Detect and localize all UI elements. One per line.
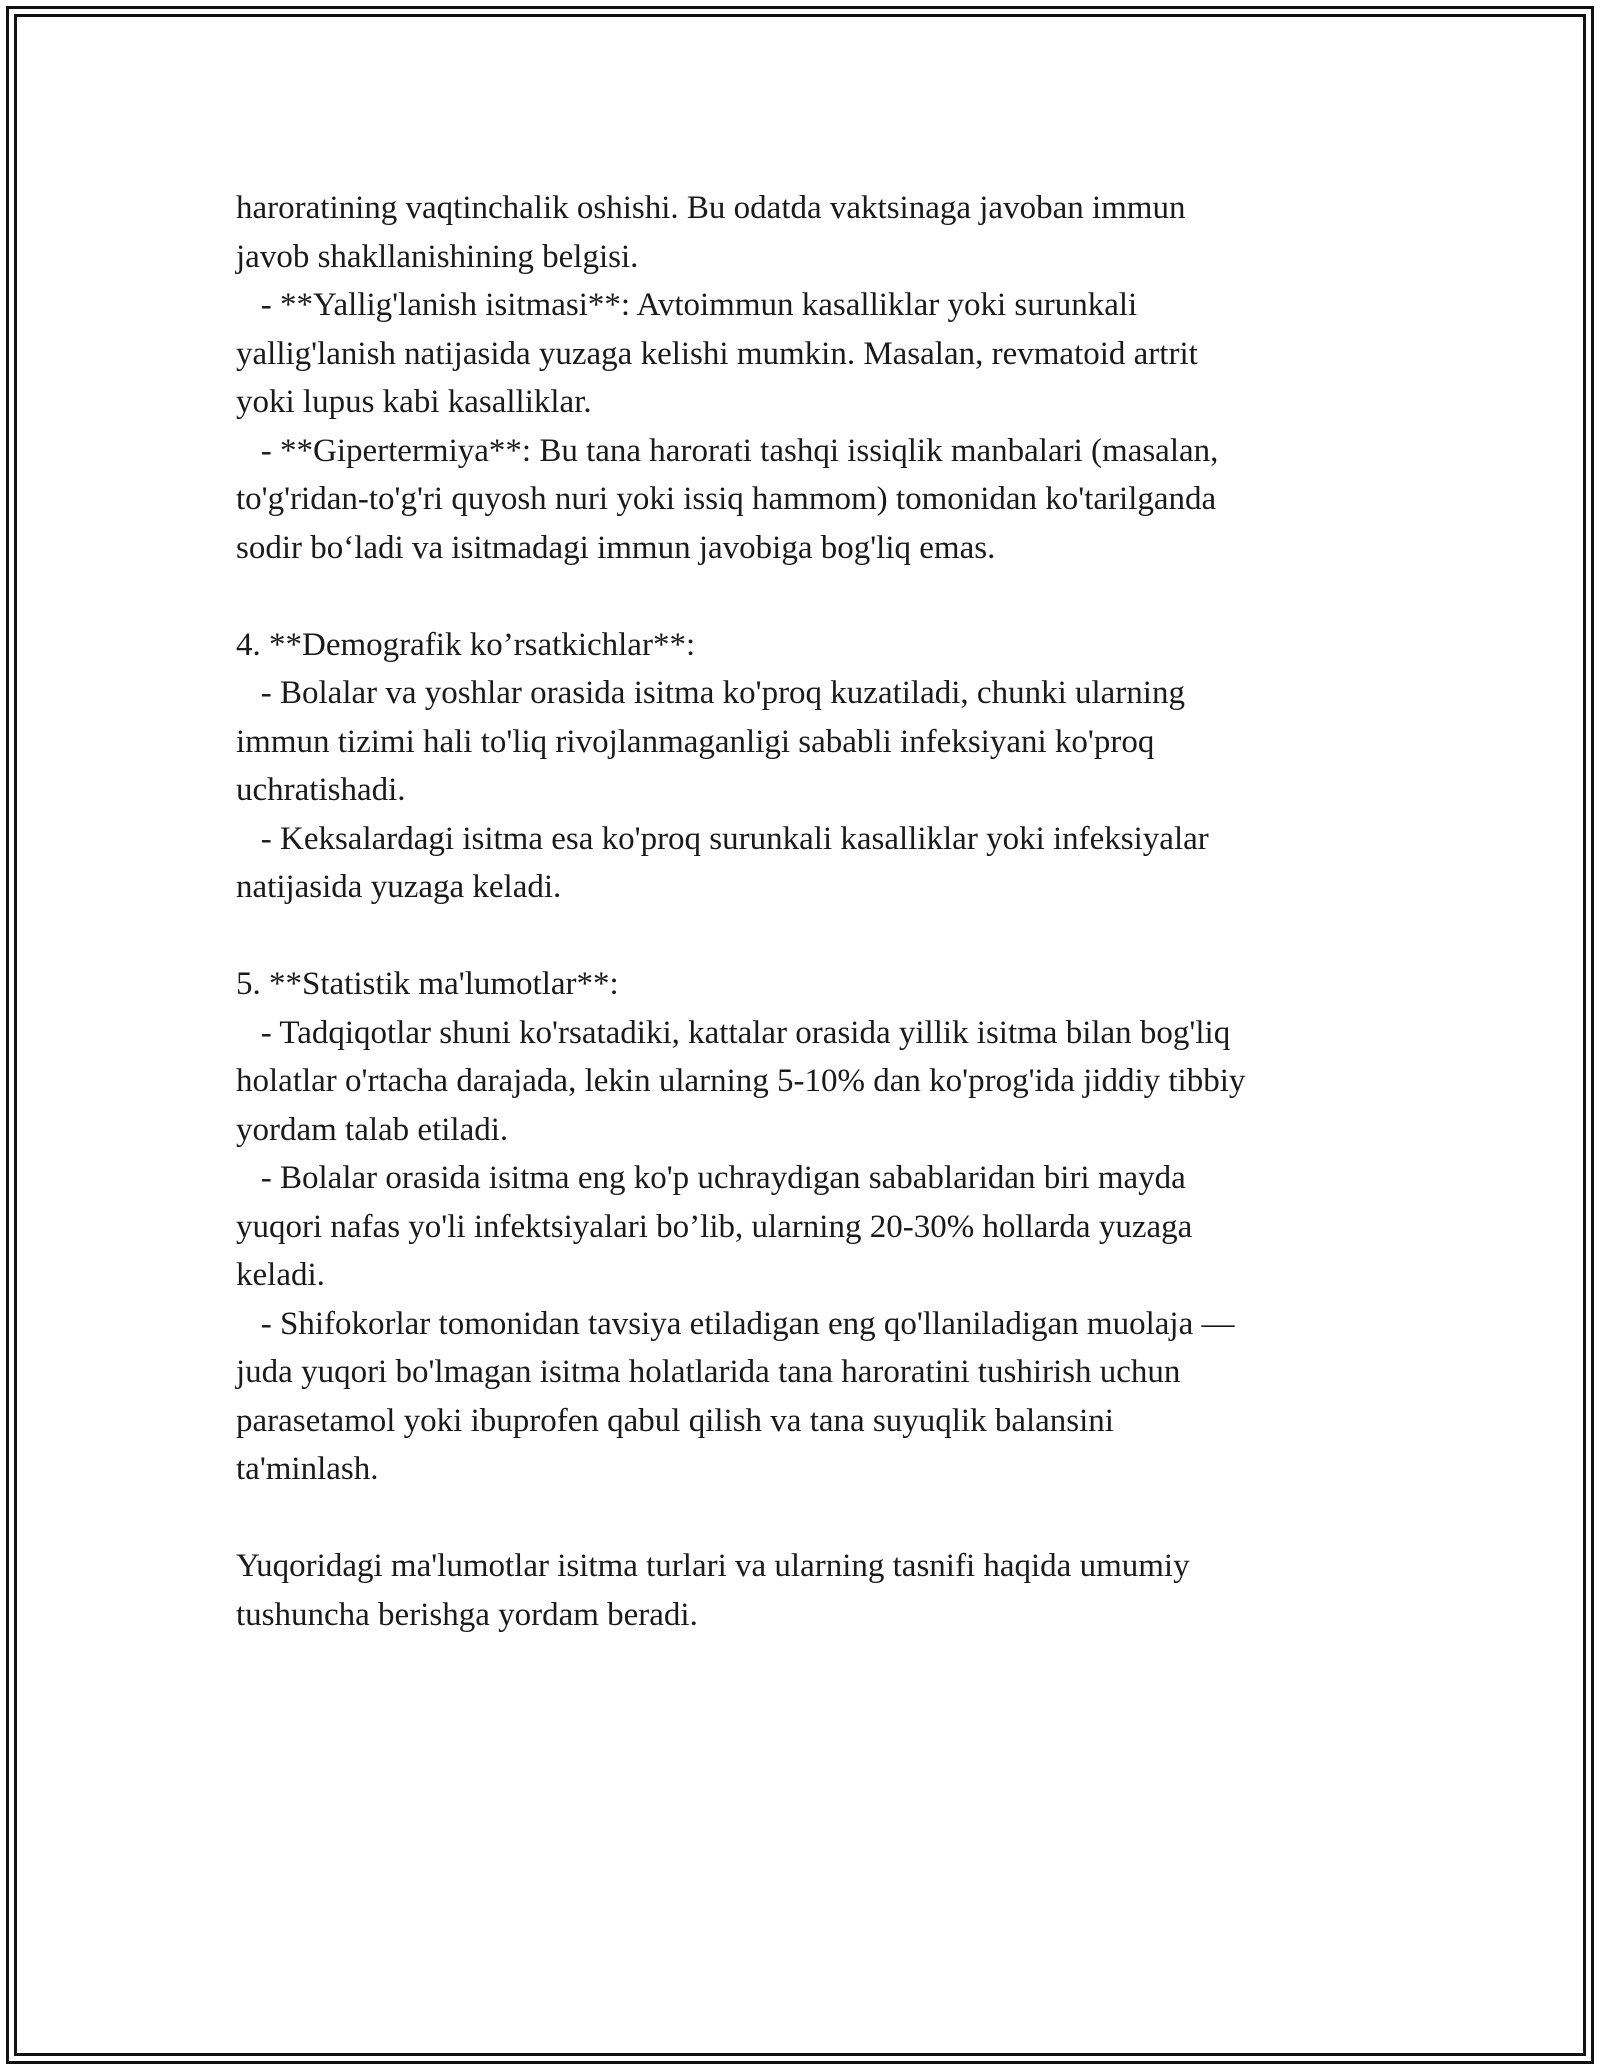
text-line: ta'minlash.: [236, 1451, 379, 1487]
text-line: - **Gipertermiya**: Bu tana harorati tashqi issiqlik manbalari (masalan,: [236, 432, 1219, 469]
text-line: natijasida yuzaga keladi.: [236, 869, 562, 905]
text-line: immun tizimi hali to'liq rivojlanmaganligi sababli infeksiyani ko'proq: [236, 723, 1155, 760]
text-line: 4. **Demografik ko’rsatkichlar**:: [236, 626, 696, 663]
list-item: [236, 1154, 1416, 1300]
spacer: [236, 572, 1416, 621]
document-body: [236, 184, 1416, 1639]
list-item: [236, 281, 1416, 427]
text-line: - Tadqiqotlar shuni ko'rsatadiki, kattalar orasida yillik isitma bilan bog'liq: [236, 1014, 1231, 1051]
list-item: [236, 1009, 1416, 1155]
list-item: [236, 427, 1416, 573]
paragraph: [236, 184, 1416, 281]
text-line: sodir bo‘ladi va isitmadagi immun javobiga bog'liq emas.: [236, 529, 996, 566]
text-line: keladi.: [236, 1257, 325, 1293]
text-line: yallig'lanish natijasida yuzaga kelishi mumkin. Masalan, revmatoid artrit: [236, 335, 1198, 372]
section-heading: [236, 960, 1416, 1009]
text-line: yuqori nafas yo'li infektsiyalari bo’lib, ularning 20-30% hollarda yuzaga: [236, 1208, 1193, 1245]
text-line: tushuncha berishga yordam beradi.: [236, 1596, 698, 1633]
text-line: javob shakllanishining belgisi.: [236, 238, 639, 275]
text-line: to'g'ridan-to'g'ri quyosh nuri yoki issiq hammom) tomonidan ko'tarilganda: [236, 481, 1217, 517]
text-line: 5. **Statistik ma'lumotlar**:: [236, 966, 619, 1002]
text-line: - **Yallig'lanish isitmasi**: Avtoimmun kasalliklar yoki surunkali: [236, 287, 1138, 323]
text-line: - Keksalardagi isitma esa ko'proq surunkali kasalliklar yoki infeksiyalar: [236, 820, 1209, 857]
text-line: - Shifokorlar tomonidan tavsiya etiladigan eng qo'llaniladigan muolaja —: [236, 1305, 1235, 1342]
text-line: parasetamol yoki ibuprofen qabul qilish va tana suyuqlik balansini: [236, 1402, 1114, 1439]
paragraph: [236, 1542, 1416, 1639]
spacer: [236, 912, 1416, 961]
text-line: holatlar o'rtacha darajada, lekin ularning 5-10% dan ko'prog'ida jiddiy tibbiy: [236, 1063, 1246, 1099]
text-line: yordam talab etiladi.: [236, 1111, 509, 1148]
text-line: - Bolalar va yoshlar orasida isitma ko'proq kuzatiladi, chunki ularning: [236, 675, 1185, 711]
spacer: [236, 1494, 1416, 1543]
list-item: [236, 815, 1416, 912]
text-line: uchratishadi.: [236, 772, 406, 808]
text-line: haroratining vaqtinchalik oshishi. Bu odatda vaktsinaga javoban immun: [236, 190, 1186, 226]
text-line: Yuqoridagi ma'lumotlar isitma turlari va ularning tasnifi haqida umumiy: [236, 1548, 1190, 1584]
section-heading: [236, 621, 1416, 670]
text-line: juda yuqori bo'lmagan isitma holatlarida tana haroratini tushirish uchun: [236, 1354, 1181, 1390]
text-line: - Bolalar orasida isitma eng ko'p uchraydigan sabablaridan biri mayda: [236, 1160, 1186, 1196]
list-item: [236, 669, 1416, 815]
text-line: yoki lupus kabi kasalliklar.: [236, 384, 592, 420]
list-item: [236, 1300, 1416, 1494]
